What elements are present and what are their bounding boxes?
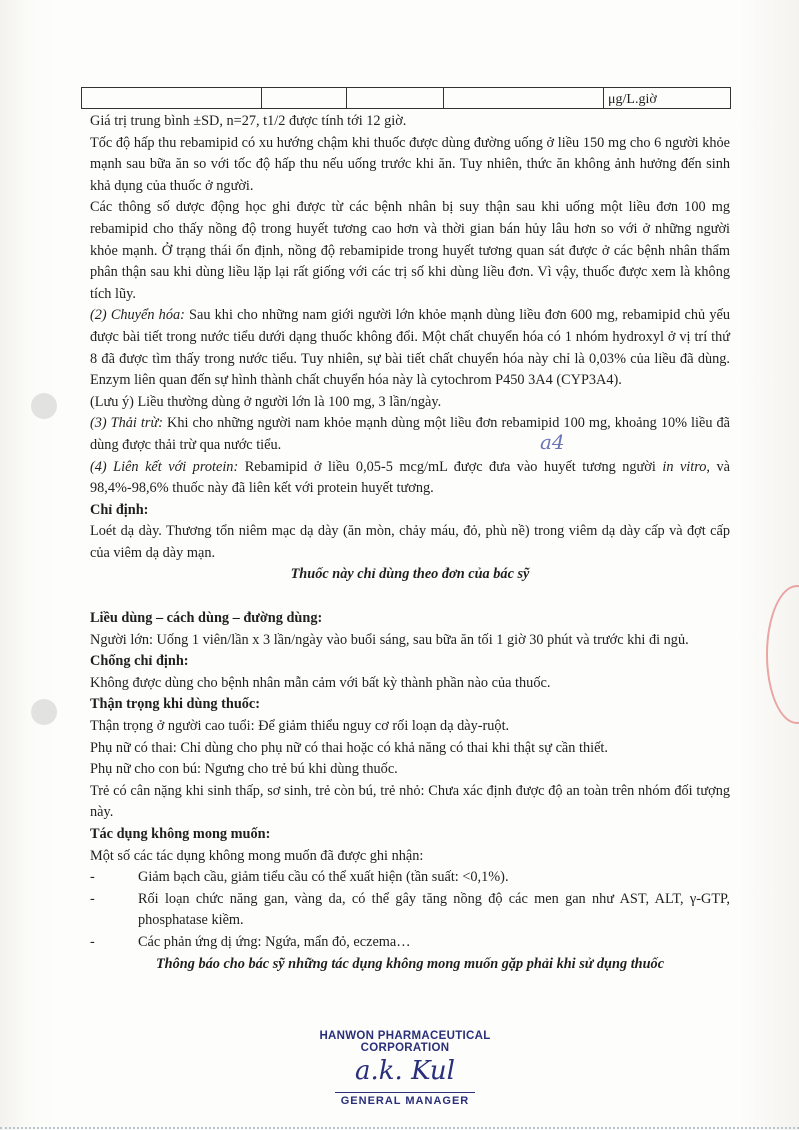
- company-name: HANWON PHARMACEUTICAL CORPORATION: [319, 1030, 491, 1054]
- protein-binding-paragraph: [90, 457, 730, 500]
- side-effect-text: Giảm bạch cầu, giảm tiểu cầu có thể xuất hiện (tần suất: <0,1%).: [138, 869, 509, 886]
- table-cell-unit: μg/L.giờ: [604, 88, 731, 109]
- side-effect-item: [90, 889, 730, 932]
- table-cell: [347, 88, 444, 109]
- protein-binding-text-end: và 98,4%-98,6% thuốc này đã liên kết với protein huyết tương.: [90, 458, 731, 497]
- signatory-title: GENERAL MANAGER: [340, 1095, 470, 1107]
- table-cell: [444, 88, 604, 109]
- prescription-note: Thuốc này chỉ dùng theo đơn của bác sỹ: [290, 566, 530, 583]
- signature-line: [335, 1092, 475, 1093]
- renal-paragraph: Các thông số dược động học ghi được từ các bệnh nhân bị suy thận sau khi uống một liều đơn 100 mg rebamipid cho thấy nồng độ trong huyết tương cao hơn và thời gian bán hủy lâu hơn so với ở những người khỏe mạnh. Ở trạng thái ổn định, nồng độ rebamipide trong huyết tương quan sát được ở các bệnh nhân thẩm phân thận sau khi dùng liều lặp lại rất giống với các trị số khi dùng liều đơn. Vì vậy, thuốc được xem là không tích lũy.: [90, 199, 730, 302]
- indications-text: Loét dạ dày. Thương tổn niêm mạc dạ dày (ăn mòn, chảy máu, đỏ, phù nề) trong viêm dạ dày cấp và đợt cấp của viêm dạ dày mạn.: [90, 523, 730, 561]
- bullet-dash: -: [90, 933, 95, 950]
- side-effect-text: Các phản ứng dị ứng: Ngứa, mẩn đỏ, eczema…: [138, 933, 411, 950]
- dosage-text: Người lớn: Uống 1 viên/lần x 3 lần/ngày vào buổi sáng, sau bữa ăn tối 1 giờ 30 phút và trước khi đi ngủ.: [90, 631, 689, 648]
- punch-hole: [31, 699, 57, 725]
- metabolism-paragraph: [90, 305, 730, 391]
- precautions-heading: Thận trọng khi dùng thuốc:: [90, 696, 261, 713]
- bullet-dash: -: [90, 890, 95, 907]
- precaution-item: Phụ nữ cho con bú: Ngưng cho trẻ bú khi dùng thuốc.: [90, 761, 398, 778]
- contraindications-text: Không được dùng cho bệnh nhân mẫn cảm với bất kỳ thành phần nào của thuốc.: [90, 674, 551, 691]
- side-effects-intro: Một số các tác dụng không mong muốn đã được ghi nhận:: [90, 847, 424, 864]
- dose-note: (Lưu ý) Liều thường dùng ở người lớn là 100 mg, 3 lần/ngày.: [90, 393, 442, 410]
- signature-stamp: [290, 1030, 520, 1107]
- in-vitro-text: in vitro,: [662, 458, 711, 475]
- side-effects-heading: Tác dụng không mong muốn:: [90, 826, 271, 842]
- dosage-heading: Liều dùng – cách dùng – đường dùng:: [90, 610, 323, 627]
- pharmacokinetic-table-tail: [81, 87, 731, 109]
- handwritten-mark: a4: [540, 430, 565, 454]
- indications-heading: Chỉ định:: [90, 501, 149, 518]
- metabolism-text: Sau khi cho những nam giới người lớn khỏe mạnh dùng liều đơn 600 mg, rebamipid chủ yếu được bài tiết trong nước tiểu dưới dạng thuốc không đổi. Một chất chuyển hóa có 1 nhóm hydroxyl ở vị trí thứ 8 đã được tìm thấy trong nước tiểu. Tuy nhiên, sự bài tiết chất chuyển hóa này chỉ là 0,03% của liều đã dùng. Enzym liên quan đến sự hình thành chất chuyển hóa này là cytochrom P450 3A4 (CYP3A4).: [90, 307, 730, 389]
- side-effect-item: [90, 867, 730, 889]
- precaution-item: Phụ nữ có thai: Chỉ dùng cho phụ nữ có thai hoặc có khả năng có thai khi thật sự cần thiết.: [90, 739, 608, 756]
- side-effect-text: Rối loạn chức năng gan, vàng da, có thể gây tăng nồng độ các men gan như AST, ALT, γ-GTP, phosphatase kiềm.: [138, 890, 730, 929]
- elimination-text: Khi cho những người nam khỏe mạnh dùng một liều đơn rebamipid 100 mg, khoảng 10% liều đã dùng được thải trừ qua nước tiểu.: [90, 415, 730, 453]
- document-body: [90, 111, 730, 975]
- punch-hole: [31, 393, 57, 419]
- metabolism-label: (2) Chuyển hóa:: [90, 307, 185, 324]
- precaution-item: Trẻ có cân nặng khi sinh thấp, sơ sinh, trẻ còn bú, trẻ nhỏ: Chưa xác định được độ an toàn trên nhóm đối tượng này.: [90, 782, 730, 821]
- side-effect-item: [90, 932, 730, 954]
- bullet-dash: -: [90, 869, 95, 886]
- table-footnote: Giá trị trung bình ±SD, n=27, t1/2 được tính tới 12 giờ.: [90, 113, 407, 129]
- precaution-item: Thận trọng ở người cao tuổi: Để giảm thiểu nguy cơ rối loạn dạ dày-ruột.: [90, 718, 510, 735]
- protein-binding-text: Rebamipid ở liều 0,05-5 mcg/mL được đưa vào huyết tương người: [238, 458, 663, 475]
- elimination-paragraph: [90, 413, 730, 456]
- handwritten-signature: a.k. Kul: [355, 1056, 455, 1086]
- elimination-label: (3) Thải trừ:: [90, 415, 164, 432]
- table-cell: [82, 88, 262, 109]
- side-effects-footer: Thông báo cho bác sỹ những tác dụng không mong muốn gặp phải khi sử dụng thuốc: [155, 955, 665, 972]
- page-edge-line: [0, 1127, 799, 1129]
- contraindications-heading: Chống chỉ định:: [90, 653, 189, 670]
- absorption-paragraph: Tốc độ hấp thu rebamipid có xu hướng chậm khi thuốc được dùng đường uống ở liều 150 mg cho 6 người khỏe mạnh sau bữa ăn so với tốc độ hấp thu nếu uống trước khi ăn. Tuy nhiên, thức ăn không ảnh hưởng đến sinh khả dụng của thuốc ở người.: [90, 134, 730, 194]
- protein-binding-label: (4) Liên kết với protein:: [90, 458, 239, 475]
- table-cell: [262, 88, 347, 109]
